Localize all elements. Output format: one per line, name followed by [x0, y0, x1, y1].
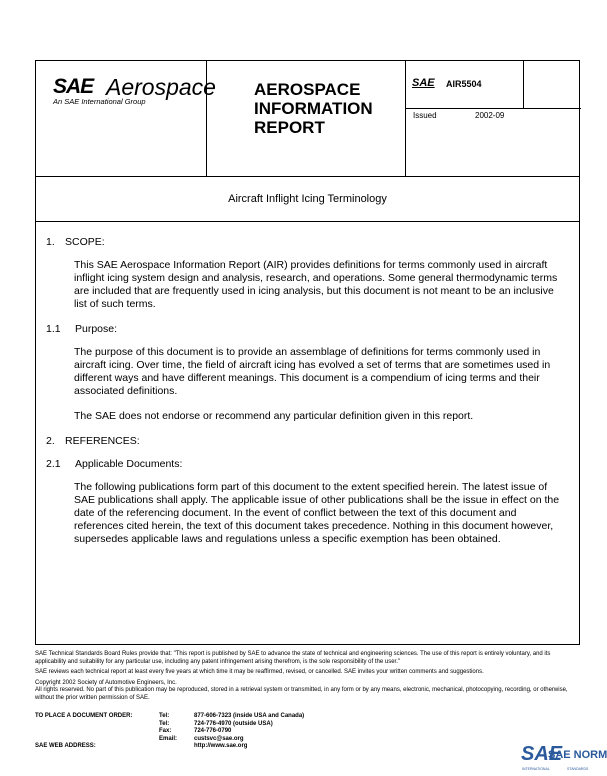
subsection-heading: 2.1 Applicable Documents: — [46, 458, 183, 470]
sae-norm-text: SAE NORM — [548, 749, 607, 761]
header-divider — [523, 61, 524, 108]
sae-logo-mark: SAE — [53, 75, 94, 98]
purpose-paragraph: The SAE does not endorse or recommend any particular definition given in this report. — [74, 410, 474, 422]
document-body — [46, 236, 566, 558]
footer-rights: All rights reserved. No part of this publication may be reproduced, stored in a retrieval system or transmitted, in any form or by any means, electronic, mechanical, photocopying, recording, or otherwise, without the prior written permission of SAE. — [35, 687, 568, 701]
applicable-documents-paragraph: The following publications form part of this document to the extent specified herein. The latest issue of SAE publications shall apply. The applicable issue of other publications shall be the issue in effect on the date of the referencing document. In the event of conflict between the text of this document and references cited herein, the text of this document takes precedence. Nothing in this document however, supersedes applicable laws and regulations unless a specific exemption has been obtained. — [74, 481, 560, 545]
purpose-paragraph: The purpose of this document is to provide an assemblage of definitions for terms commonly used in aircraft icing. Over time, the field of aircraft icing has evolved a set of terms that are sometimes used in different ways and have different meanings. This document is a compendium of icing terms and their associated definitions. — [74, 346, 551, 397]
sae-brand-mark: SAE — [521, 743, 563, 765]
document-frame — [35, 60, 580, 645]
email-address: custsvc@sae.org — [194, 735, 244, 742]
fax-label: Fax: — [159, 728, 172, 734]
tel-number: 877-606-7323 (inside USA and Canada) — [194, 713, 305, 719]
aerospace-logo-text: Aerospace — [106, 74, 216, 100]
issued-label: Issued — [413, 111, 437, 120]
document-number: AIR5504 — [446, 79, 482, 89]
legal-footer — [35, 651, 580, 705]
subject-divider — [36, 221, 579, 222]
sae-norm-logo — [521, 743, 607, 771]
tel-number: 724-776-4970 (outside USA) — [194, 720, 273, 727]
sae-small-logo: SAE — [412, 77, 435, 89]
email-label: Email: — [159, 735, 178, 742]
document-subject: Aircraft Inflight Icing Terminology — [228, 193, 387, 205]
header-divider — [405, 108, 581, 109]
web-address: http://www.sae.org — [194, 743, 248, 749]
scope-paragraph: This SAE Aerospace Information Report (AIR) provides definitions for terms commonly used in aircraft inflight icing system design and analysis, research, and operations. Some general thermodynamic terms are included that are frequently used in icing analysis, but this document is not meant to be an inclusive list of such terms. — [74, 259, 558, 310]
header-divider — [405, 61, 406, 176]
tel-label: Tel: — [159, 720, 170, 727]
brand-international: INTERNATIONAL — [522, 767, 550, 771]
footer-rules: SAE Technical Standards Board Rules provide that: "This report is published by SAE to advance the state of technical and engineering sciences. The use of this report is entirely voluntary, and its applicability and suitability for any particular use, including any patent infringement arising therefrom, is the sole responsibility of the user." — [35, 651, 551, 665]
report-type-title: AEROSPACE INFORMATION REPORT — [254, 80, 373, 137]
section-heading: 1. SCOPE: — [46, 236, 105, 248]
web-label: SAE WEB ADDRESS: — [35, 743, 96, 749]
fax-number: 724-776-0790 — [194, 728, 232, 734]
tel-label: Tel: — [159, 713, 170, 719]
header-block — [36, 61, 579, 177]
footer-copyright: Copyright 2002 Society of Automotive Engineers, Inc. — [35, 679, 177, 686]
logo-subtitle: An SAE International Group — [53, 97, 146, 106]
section-heading: 2. REFERENCES: — [46, 435, 140, 447]
issued-date: 2002-09 — [475, 111, 505, 120]
footer-review: SAE reviews each technical report at least every five years at which time it may be reaffirmed, revised, or cancelled. SAE invites your written comments and suggestions. — [35, 669, 484, 675]
order-label: TO PLACE A DOCUMENT ORDER: — [35, 713, 133, 719]
subsection-heading: 1.1 Purpose: — [46, 323, 118, 335]
brand-standards: STANDARDS — [567, 767, 589, 771]
